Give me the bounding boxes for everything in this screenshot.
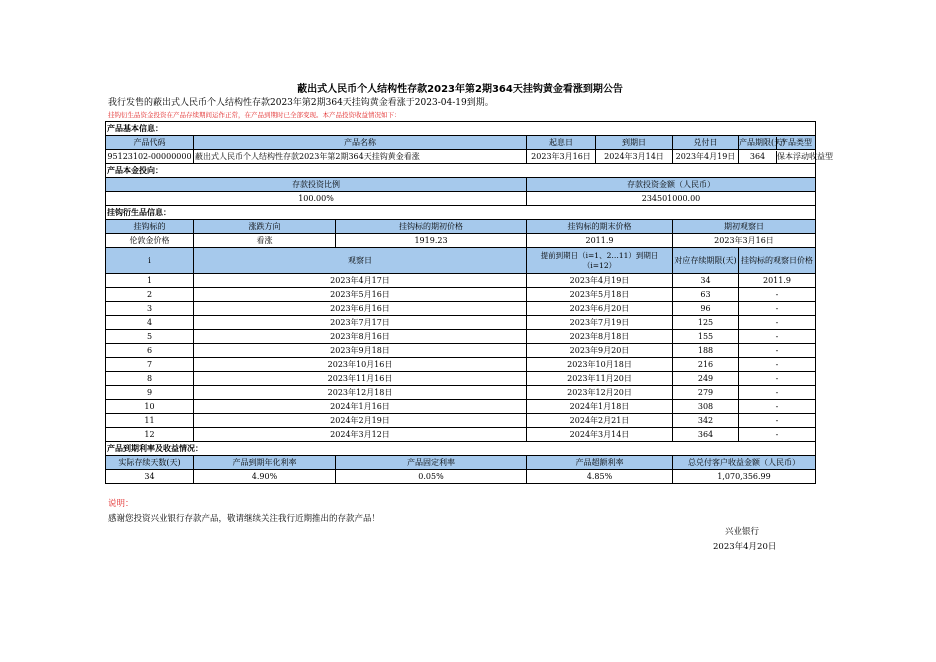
header-observation-date: 观察日 [194, 248, 527, 274]
basic-header-row [106, 136, 816, 150]
explain-label: 说明： [108, 499, 134, 509]
obs-price: - [739, 288, 816, 302]
obs-maturity-date: 2024年2月21日 [527, 414, 673, 428]
obs-date: 2023年6月16日 [194, 302, 527, 316]
basic-value-row [106, 150, 816, 164]
underlying: 伦敦金价格 [106, 234, 194, 248]
header-payment-date: 兑付日 [673, 136, 739, 150]
principal-value-row [106, 192, 816, 206]
principal-header-row [106, 178, 816, 192]
observation-row [106, 428, 816, 442]
deriv-value-row [106, 234, 816, 248]
header-type: 产品类型 [780, 137, 812, 147]
obs-maturity-date: 2024年1月18日 [527, 400, 673, 414]
observation-row [106, 400, 816, 414]
header-deposit-ratio: 存款投资比例 [106, 178, 527, 192]
obs-duration: 216 [673, 358, 739, 372]
obs-price: - [739, 400, 816, 414]
obs-index: 6 [106, 344, 194, 358]
excess-rate: 4.85% [527, 470, 673, 484]
obs-duration: 125 [673, 316, 739, 330]
observation-row [106, 288, 816, 302]
obs-price: - [739, 414, 816, 428]
header-term-and-type [739, 136, 816, 150]
deriv-header-row [106, 220, 816, 234]
initial-price: 1919.23 [336, 234, 527, 248]
observation-row [106, 414, 816, 428]
maturity-date: 2024年3月14日 [596, 150, 673, 164]
main-info-table [105, 121, 833, 484]
obs-duration: 308 [673, 400, 739, 414]
obs-date: 2023年12月18日 [194, 386, 527, 400]
obs-price: - [739, 428, 816, 442]
header-fixed-rate: 产品固定利率 [336, 456, 527, 470]
obs-maturity-date: 2023年9月20日 [527, 344, 673, 358]
obs-duration: 96 [673, 302, 739, 316]
header-initial-observation-date: 期初观察日 [673, 220, 816, 234]
obs-price: - [739, 372, 816, 386]
product-term: 364 [739, 151, 777, 163]
section-derivative: 挂钩衍生品信息： [106, 206, 816, 220]
actual-days: 34 [106, 470, 194, 484]
obs-duration: 364 [673, 428, 739, 442]
annual-rate: 4.90% [194, 470, 336, 484]
obs-duration: 155 [673, 330, 739, 344]
header-duration: 对应存续期限(天) [673, 248, 739, 274]
obs-index: 4 [106, 316, 194, 330]
obs-date: 2024年3月12日 [194, 428, 527, 442]
deposit-amount: 234501000.00 [527, 192, 816, 206]
yield-header-row [106, 456, 816, 470]
obs-duration: 188 [673, 344, 739, 358]
yield-value-row [106, 470, 816, 484]
payment-date: 2023年4月19日 [673, 150, 739, 164]
obs-date: 2023年5月16日 [194, 288, 527, 302]
page-title: 蔽出式人民币个人结构性存款2023年第2期364天挂钩黄金看涨到期公告 [297, 84, 623, 95]
obs-date: 2023年11月16日 [194, 372, 527, 386]
obs-maturity-date: 2024年3月14日 [527, 428, 673, 442]
section-basic-info: 产品基本信息： [106, 122, 816, 136]
fixed-rate: 0.05% [336, 470, 527, 484]
term-and-type [739, 150, 833, 164]
final-price: 2011.9 [527, 234, 673, 248]
header-direction: 涨跌方向 [194, 220, 336, 234]
obs-index: 9 [106, 386, 194, 400]
section-yield: 产品到期利率及收益情况： [106, 442, 816, 456]
direction: 看涨 [194, 234, 336, 248]
observation-row [106, 316, 816, 330]
value-date: 2023年3月16日 [527, 150, 596, 164]
obs-date: 2023年9月18日 [194, 344, 527, 358]
header-deposit-amount: 存款投资金额（人民币） [527, 178, 816, 192]
obs-duration: 279 [673, 386, 739, 400]
obs-date: 2023年4月17日 [194, 274, 527, 288]
obs-price: - [739, 302, 816, 316]
header-initial-price: 挂钩标的期初价格 [336, 220, 527, 234]
observation-row [106, 274, 816, 288]
obs-duration: 63 [673, 288, 739, 302]
announcement-date: 2023年4月20日 [713, 542, 777, 552]
header-value-date: 起息日 [527, 136, 596, 150]
obs-price: - [739, 358, 816, 372]
observation-row [106, 386, 816, 400]
obs-index: 7 [106, 358, 194, 372]
header-early-maturity-date: 提前到期日（i=1、2…11）到期日（i=12） [527, 248, 673, 274]
header-underlying: 挂钩标的 [106, 220, 194, 234]
observation-row [106, 330, 816, 344]
obs-price: - [739, 316, 816, 330]
obs-price: 2011.9 [739, 274, 816, 288]
header-actual-days: 实际存续天数(天) [106, 456, 194, 470]
header-product-code: 产品代码 [106, 136, 194, 150]
obs-index: 5 [106, 330, 194, 344]
obs-maturity-date: 2023年11月20日 [527, 372, 673, 386]
observation-row [106, 302, 816, 316]
obs-date: 2023年7月17日 [194, 316, 527, 330]
bank-name: 兴业银行 [725, 527, 760, 537]
obs-header-row [106, 248, 816, 274]
observation-rows [106, 274, 816, 442]
obs-date: 2024年2月19日 [194, 414, 527, 428]
total-payment: 1,070,356.99 [673, 470, 816, 484]
header-annual-rate: 产品到期年化利率 [194, 456, 336, 470]
obs-duration: 249 [673, 372, 739, 386]
header-observation-price: 挂钩标的观察日价格 [739, 248, 816, 274]
obs-maturity-date: 2023年8月18日 [527, 330, 673, 344]
obs-index: 8 [106, 372, 194, 386]
obs-index: 3 [106, 302, 194, 316]
obs-maturity-date: 2023年4月19日 [527, 274, 673, 288]
obs-duration: 342 [673, 414, 739, 428]
header-total-payment: 总兑付客户收益金额（人民币） [673, 456, 816, 470]
product-code: 95123102-00000000 [106, 150, 194, 164]
obs-duration: 34 [673, 274, 739, 288]
initial-observation-date: 2023年3月16日 [673, 234, 816, 248]
header-excess-rate: 产品超额利率 [527, 456, 673, 470]
obs-index: 1 [106, 274, 194, 288]
deposit-ratio: 100.00% [106, 192, 527, 206]
intro-text: 我行发售的蔽出式人民币个人结构性存款2023年第2期364天挂钩黄金看涨于2023-04-19到期。 [108, 98, 494, 108]
section-principal: 产品本金投向： [106, 164, 816, 178]
product-type: 保本浮动收益型 [777, 151, 833, 161]
header-term: 产品期限(天) [739, 137, 786, 147]
header-product-name: 产品名称 [194, 136, 527, 150]
header-index: i [106, 248, 194, 274]
obs-maturity-date: 2023年5月18日 [527, 288, 673, 302]
obs-price: - [739, 344, 816, 358]
obs-date: 2023年10月16日 [194, 358, 527, 372]
observation-row [106, 372, 816, 386]
obs-date: 2023年8月16日 [194, 330, 527, 344]
obs-index: 11 [106, 414, 194, 428]
obs-index: 2 [106, 288, 194, 302]
obs-index: 12 [106, 428, 194, 442]
obs-maturity-date: 2023年6月20日 [527, 302, 673, 316]
observation-row [106, 358, 816, 372]
obs-maturity-date: 2023年10月18日 [527, 358, 673, 372]
header-final-price: 挂钩标的期末价格 [527, 220, 673, 234]
product-name: 蔽出式人民币个人结构性存款2023年第2期364天挂钩黄金看涨 [194, 150, 527, 164]
obs-maturity-date: 2023年7月19日 [527, 316, 673, 330]
obs-price: - [739, 330, 816, 344]
header-maturity-date: 到期日 [596, 136, 673, 150]
observation-row [106, 344, 816, 358]
obs-index: 10 [106, 400, 194, 414]
obs-maturity-date: 2023年12月20日 [527, 386, 673, 400]
obs-price: - [739, 386, 816, 400]
thanks-text: 感谢您投资兴业银行存款产品，敬请继续关注我行近期推出的存款产品！ [108, 514, 381, 524]
obs-date: 2024年1月16日 [194, 400, 527, 414]
investment-note: 挂钩衍生品资金投资在产品存续期间运作正常，在产品到期时已全部变现。本产品投资收益情况如下： [108, 111, 401, 119]
